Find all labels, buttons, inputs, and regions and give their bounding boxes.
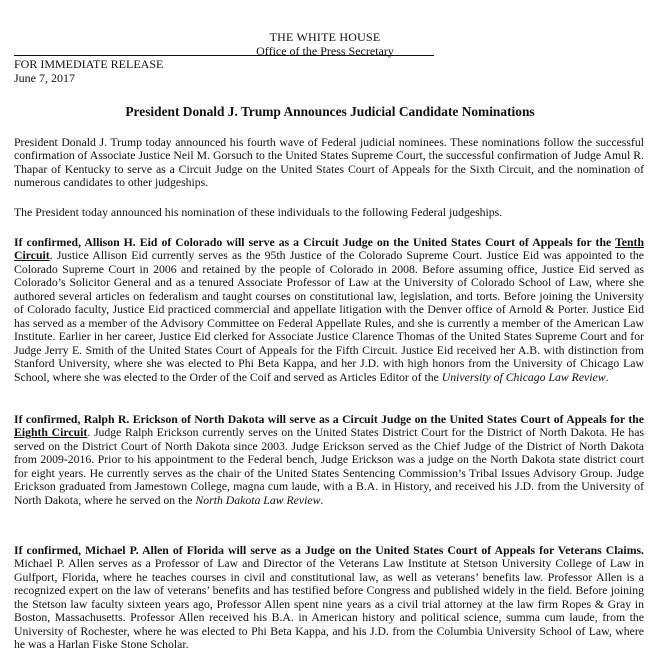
nominee-bio-tail: . xyxy=(605,370,609,384)
nominee-bio: Michael P. Allen serves as a Professor of Law and Director of the Veterans Law Institute at Stetson University College of Law in Gulfport, Florida, where he teaches courses in civil and constitutional law, as well as veterans’ benefits law. Professor Allen is a recognized expert on the law of veterans’ benefits and has testified before Congress and published widely in the field. Before joining the Stetson law faculty sixteen years ago, Professor Allen spent nine years as a civil trial attorney at the law firm Ropes & Gray in Boston, Massachusetts. Professor Allen received his B.A. in American history and political science, summa cum laude, from the University of Rochester, where he was elected to Phi Beta Kappa, and his J.D. from the Columbia University School of Law, where he was a Harlan Fiske Stone Scholar. xyxy=(14,557,644,652)
org-name: THE WHITE HOUSE xyxy=(269,30,381,44)
nominee-publication: University of Chicago Law Review xyxy=(441,370,606,384)
lead-paragraph: The President today announced his nomination of these individuals to the following Federal judgeships. xyxy=(14,206,503,219)
header-rule xyxy=(14,55,434,56)
release-date: June 7, 2017 xyxy=(14,71,75,85)
nominee-court: Tenth Circuit xyxy=(14,236,644,263)
nominee-eid xyxy=(14,236,644,384)
nominee-bio-tail: . xyxy=(320,493,324,507)
nominee-heading: If confirmed, Michael P. Allen of Florida will serve as a Judge on the United States Court of Appeals for Veterans Claims. xyxy=(14,544,644,557)
nominee-heading: If confirmed, Ralph R. Erickson of North Dakota will serve as a Circuit Judge on the United States Court of Appeals for the xyxy=(14,413,644,426)
document-title: President Donald J. Trump Announces Judicial Candidate Nominations xyxy=(125,104,535,119)
nominee-erickson xyxy=(14,413,644,507)
letterhead xyxy=(180,30,470,58)
release-block xyxy=(14,57,163,85)
intro-paragraph: President Donald J. Trump today announced his fourth wave of Federal judicial nominees. These nominations follow the successful confirmation of Associate Justice Neil M. Gorsuch to the United States Supreme Court, the successful confirmation of Judge Amul R. Thapar of Kentucky to serve as a Circuit Judge on the United States Court of Appeals for the Sixth Circuit, and the nomination of numerous candidates to other judgeships. xyxy=(14,136,644,190)
nominee-bio: . Justice Allison Eid currently serves as the 95th Justice of the Colorado Supreme Court. Justice Eid was appointed to the Colorado Supreme Court in 2006 and retained by the people of Colorado in 2008. Before assuming office, Justice Eid served as Colorado’s Solicitor General and as a tenured Associate Professor of Law at the University of Colorado School of Law, where she authored several articles on federalism and taught courses on constitutional law, legislation, and torts. Before joining the University of Colorado faculty, Justice Eid practiced commercial and appellate litigation with the Denver office of Arnold & Porter. Justice Eid has served as a member of the Advisory Committee on Federal Appellate Rules, and she is currently a member of the American Law Institute. Earlier in her career, Justice Eid clerked for Associate Justice Clarence Thomas of the United States Supreme Court and for Judge Jerry E. Smith of the United States Court of Appeals for the Fifth Circuit. Justice Eid received her A.B. with distinction from Stanford University, where she was elected to Phi Beta Kappa, and her J.D. with high honors from the University of Chicago Law School, where she was elected to the Order of the Coif and served as Articles Editor of the xyxy=(14,249,644,384)
nominee-court: Eighth Circuit xyxy=(14,426,88,440)
nominee-bio: . Judge Ralph Erickson currently serves on the United States District Court for the District of North Dakota. He has served on the District Court of North Dakota since 2003. Judge Erickson served as the Chief Judge of the District of North Dakota from 2009-2016. Prior to his appointment to the Federal bench, Judge Erickson was a judge on the North Dakota state district court for eight years. He currently serves as the chair of the United States Sentencing Commission’s Tribal Issues Advisory Group. Judge Erickson graduated from Jamestown College, magna cum laude, with a B.A. in History, and received his J.D. from the University of North Dakota, where he served on the xyxy=(14,426,645,507)
nominee-heading: If confirmed, Allison H. Eid of Colorado will serve as a Circuit Judge on the United States Court of Appeals for the xyxy=(14,236,616,249)
nominee-allen xyxy=(14,544,644,652)
office-name: Office of the Press Secretary xyxy=(256,44,394,58)
nominee-publication: North Dakota Law Review xyxy=(195,493,321,507)
release-label: FOR IMMEDIATE RELEASE xyxy=(14,57,164,71)
